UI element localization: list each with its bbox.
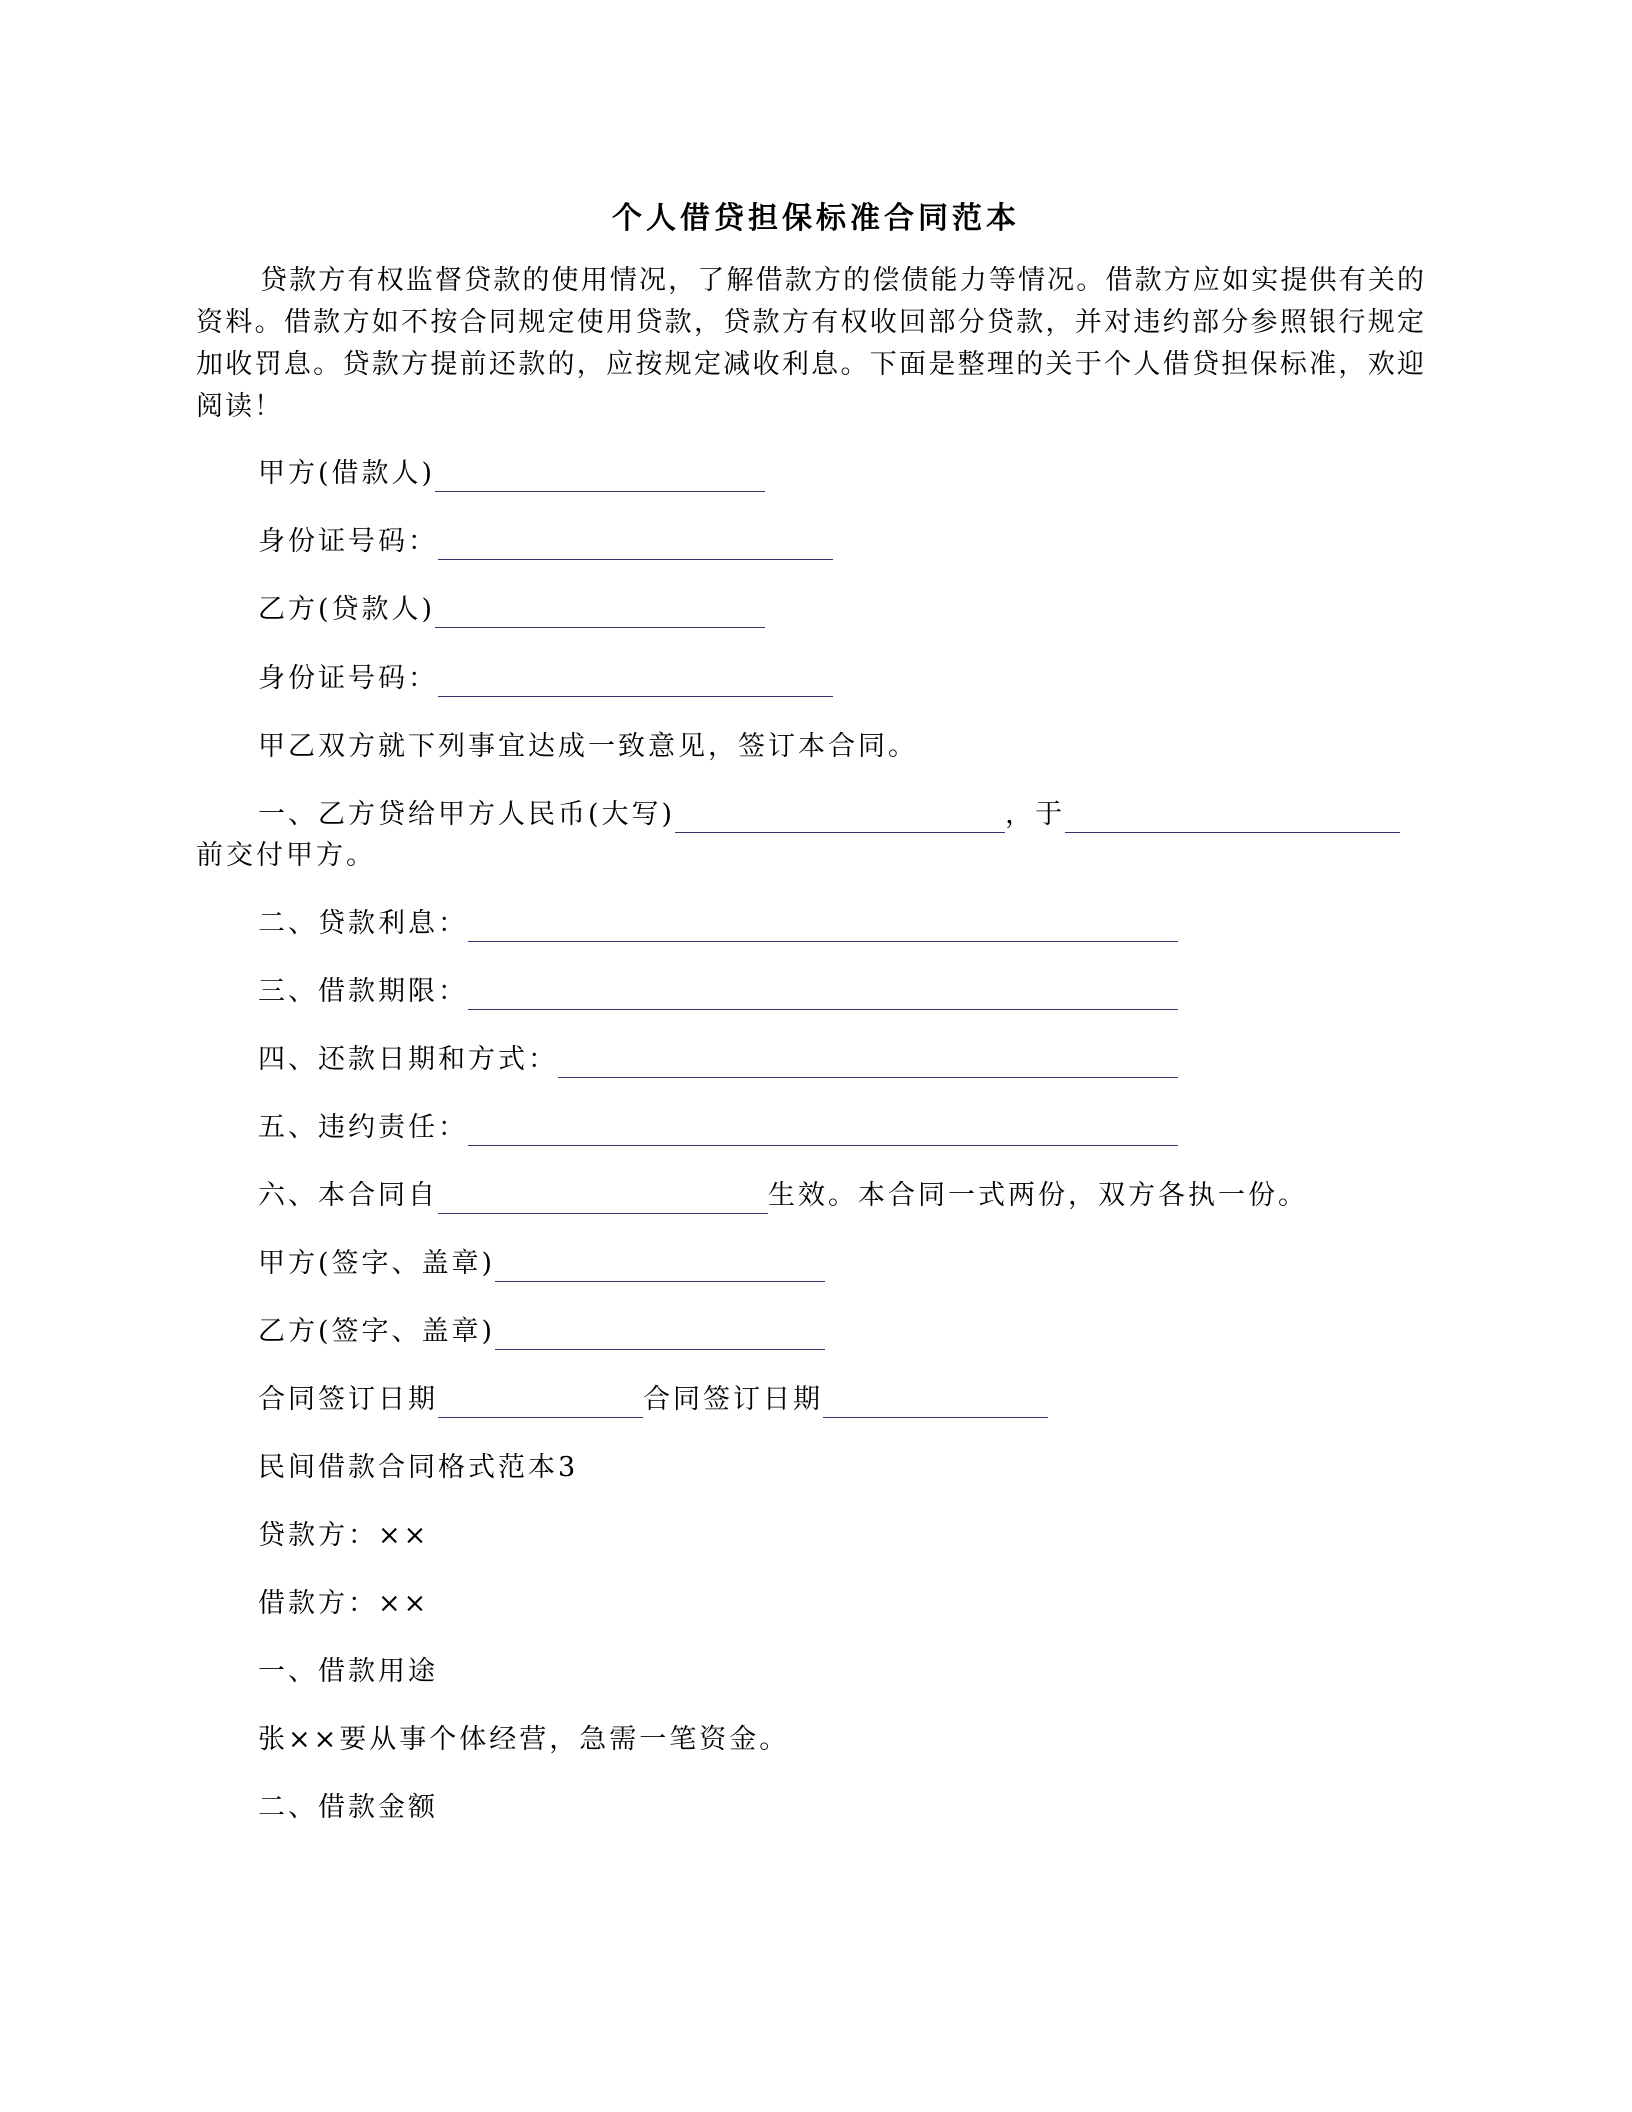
clause-4-blank[interactable] [558, 1047, 1178, 1078]
clause-5-label: 五、违约责任： [258, 1112, 468, 1143]
clause-6-tail: 生效。本合同一式两份，双方各执一份。 [768, 1180, 1308, 1211]
id-a-blank[interactable] [438, 529, 833, 560]
id-b-label: 身份证号码： [258, 663, 438, 694]
date-b-blank[interactable] [823, 1387, 1048, 1418]
clause-1-row [258, 797, 1400, 833]
date-row [258, 1382, 1048, 1418]
id-b-blank[interactable] [438, 666, 833, 697]
clause-1-label: 一、乙方贷给甲方人民币(大写) [258, 799, 676, 830]
purpose-heading: 一、借款用途 [258, 1656, 438, 1687]
clause-1-date-blank[interactable] [1065, 802, 1400, 833]
clause-5-blank[interactable] [468, 1115, 1178, 1146]
clause-6-row [258, 1178, 1308, 1214]
clause-1-continuation: 前交付甲方。 [196, 840, 376, 871]
sign-b-label: 乙方(签字、盖章) [258, 1316, 496, 1347]
clause-5-row [258, 1110, 1178, 1146]
sign-a-blank[interactable] [495, 1251, 825, 1282]
party-a-label: 甲方(借款人) [258, 458, 436, 489]
sign-a-row [258, 1246, 825, 1282]
id-a-label: 身份证号码： [258, 526, 438, 557]
party-a-row [258, 456, 765, 492]
id-a-row [258, 524, 833, 560]
intro-paragraph: 贷款方有权监督贷款的使用情况，了解借款方的偿债能力等情况。借款方应如实提供有关的资料。借款方如不按合同规定使用贷款，贷款方有权收回部分贷款，并对违约部分参照银行规定加收罚息。贷款方提前还款的，应按规定减收利息。下面是整理的关于个人借贷担保标准，欢迎阅读！ [196, 265, 1426, 422]
clause-2-blank[interactable] [468, 911, 1178, 942]
date-a-blank[interactable] [438, 1387, 643, 1418]
party-a-blank[interactable] [435, 461, 765, 492]
sign-a-label: 甲方(签字、盖章) [258, 1248, 496, 1279]
clause-2-row [258, 906, 1178, 942]
id-b-row [258, 661, 833, 697]
clause-1-connector: ，于 [1005, 799, 1066, 830]
clause-4-label: 四、还款日期和方式： [258, 1044, 558, 1075]
party-b-blank[interactable] [435, 597, 765, 628]
party-b-row [258, 592, 765, 628]
borrower-line: 借款方：×× [258, 1588, 430, 1619]
amount-heading: 二、借款金额 [258, 1792, 438, 1823]
document-title: 个人借贷担保标准合同范本 [612, 201, 1020, 236]
party-b-label: 乙方(贷款人) [258, 594, 436, 625]
clause-2-label: 二、贷款利息： [258, 908, 468, 939]
section-3-heading: 民间借款合同格式范本3 [258, 1452, 579, 1483]
clause-1-amount-blank[interactable] [675, 802, 1005, 833]
agreement-line: 甲乙双方就下列事宜达成一致意见，签订本合同。 [258, 731, 918, 762]
clause-6-blank[interactable] [438, 1183, 768, 1214]
clause-4-row [258, 1042, 1178, 1078]
purpose-text: 张××要从事个体经营，急需一笔资金。 [258, 1724, 790, 1755]
date-a-label: 合同签订日期 [258, 1384, 438, 1415]
clause-3-blank[interactable] [468, 979, 1178, 1010]
sign-b-row [258, 1314, 825, 1350]
clause-3-row [258, 974, 1178, 1010]
clause-6-label: 六、本合同自 [258, 1180, 438, 1211]
sign-b-blank[interactable] [495, 1319, 825, 1350]
clause-3-label: 三、借款期限： [258, 976, 468, 1007]
lender-line: 贷款方：×× [258, 1520, 430, 1551]
date-b-label: 合同签订日期 [643, 1384, 823, 1415]
